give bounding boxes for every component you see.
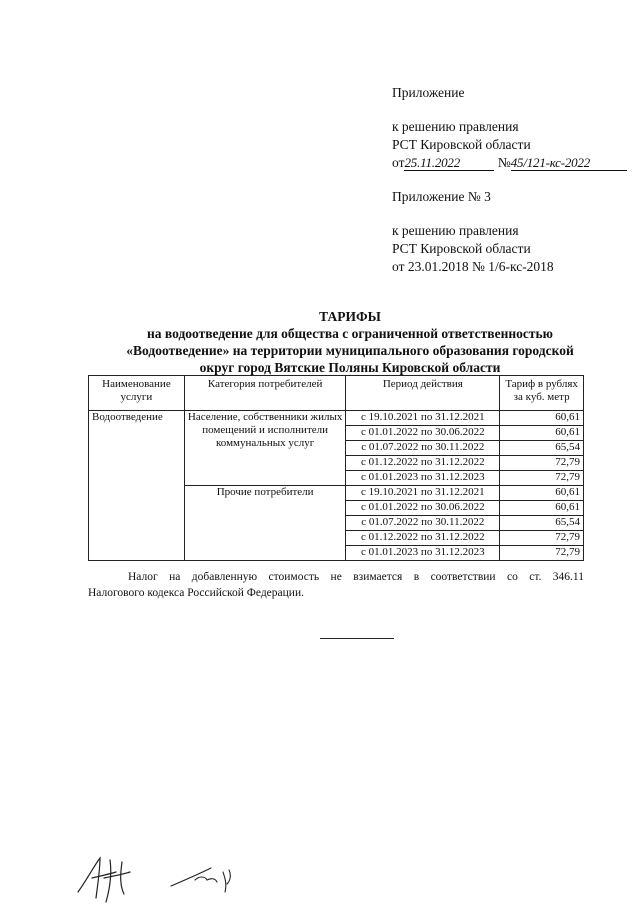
appendix-title: Приложение [392, 85, 465, 100]
period-cell: с 01.01.2022 по 30.06.2022 [346, 501, 500, 516]
vat-note-line-1: Налог на добавленную стоимость не взимается в соответствии со ст. 346.11 [128, 571, 584, 583]
col-header-service: Наименование услуги [89, 376, 185, 411]
tariff-cell: 65,54 [500, 441, 584, 456]
tariff-cell: 60,61 [500, 411, 584, 426]
signature-mark-2 [165, 858, 245, 898]
authority-line-2: РСТ Кировской области [392, 241, 531, 256]
period-cell: с 01.01.2022 по 30.06.2022 [346, 426, 500, 441]
number-sign: № [497, 155, 511, 170]
period-cell: с 19.10.2021 по 31.12.2021 [346, 486, 500, 501]
tariff-table [88, 375, 584, 561]
vat-note [88, 569, 584, 601]
appendix-3-title: Приложение № 3 [392, 189, 491, 204]
from-prefix: от [392, 155, 405, 170]
vat-note-line-2: Налогового кодекса Российской Федерации. [88, 587, 304, 599]
period-cell: с 19.10.2021 по 31.12.2021 [346, 411, 500, 426]
period-cell: с 01.01.2023 по 31.12.2023 [346, 546, 500, 561]
decision-ref [392, 154, 627, 172]
service-cell: Водоотведение [89, 411, 185, 561]
tariff-cell: 72,79 [500, 546, 584, 561]
table-header-row [89, 376, 584, 411]
handwritten-date: 25.11.2022 [404, 156, 494, 171]
tariff-cell: 72,79 [500, 456, 584, 471]
tariff-cell: 60,61 [500, 486, 584, 501]
decision-line: к решению правления [392, 119, 519, 134]
decision-line-2: к решению правления [392, 223, 519, 238]
table-row [89, 411, 584, 426]
handwritten-number: 45/121-кс-2022 [511, 156, 627, 171]
period-cell: с 01.12.2022 по 31.12.2022 [346, 456, 500, 471]
period-cell: с 01.07.2022 по 30.11.2022 [346, 516, 500, 531]
decision-ref-2: от 23.01.2018 № 1/6-кс-2018 [392, 259, 554, 274]
col-header-tariff: Тариф в рублях за куб. метр [500, 376, 584, 411]
end-divider [320, 638, 394, 639]
period-cell: с 01.07.2022 по 30.11.2022 [346, 441, 500, 456]
title-line-2: «Водоотведение» на территории муниципального образования городской [126, 343, 574, 358]
tariff-cell: 60,61 [500, 501, 584, 516]
title-line-1: на водоотведение для общества с ограниченной ответственностью [147, 326, 553, 341]
authority-line: РСТ Кировской области [392, 137, 531, 152]
tariff-cell: 65,54 [500, 516, 584, 531]
col-header-category: Категория потребителей [184, 376, 346, 411]
document-heading: ТАРИФЫ [319, 309, 381, 324]
signature-mark-1 [70, 848, 170, 904]
tariff-cell: 72,79 [500, 531, 584, 546]
period-cell: с 01.01.2023 по 31.12.2023 [346, 471, 500, 486]
period-cell: с 01.12.2022 по 31.12.2022 [346, 531, 500, 546]
category-population: Население, собственники жилых помещений и исполнители коммунальных услуг [184, 411, 346, 486]
tariff-cell: 72,79 [500, 471, 584, 486]
category-other: Прочие потребители [184, 486, 346, 561]
title-line-3: округ город Вятские Поляны Кировской области [199, 360, 501, 375]
col-header-period: Период действия [346, 376, 500, 411]
tariff-cell: 60,61 [500, 426, 584, 441]
